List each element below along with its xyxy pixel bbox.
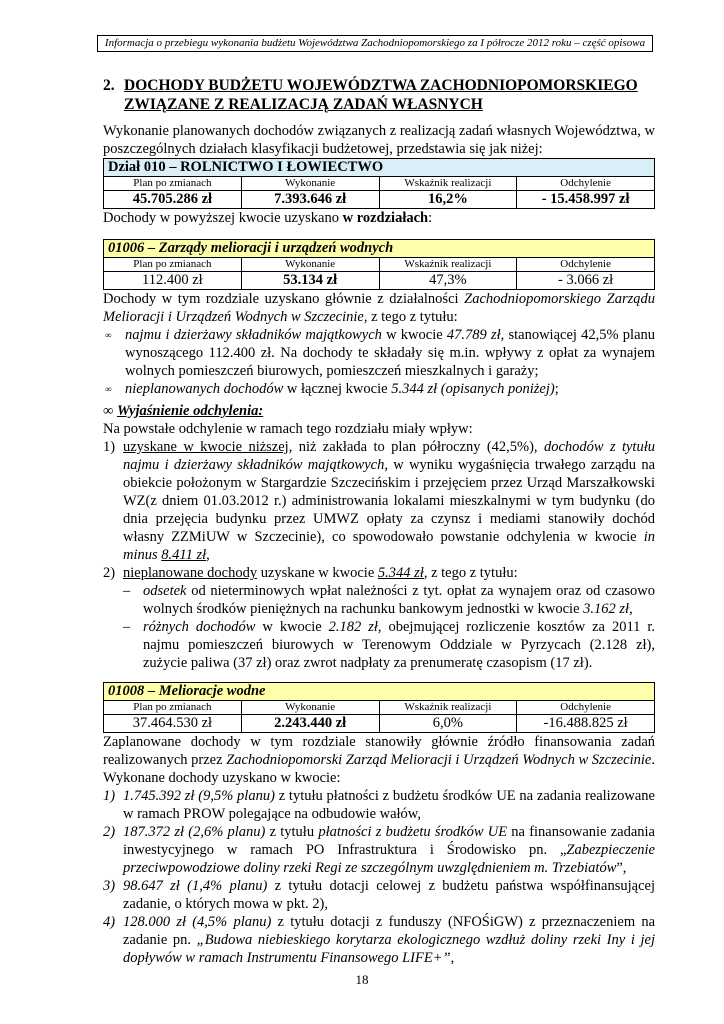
dzial-plan: 45.705.286 zł [104,191,242,209]
dzial-010-title: Dział 010 – ROLNICTWO I ŁOWIECTWO [104,159,655,177]
section-heading [103,76,655,114]
wyjasnienie-title: Wyjaśnienie odchylenia: [116,403,264,419]
r01006-description: Dochody w tym rozdziale uzyskano głównie z działalności Zachodniopomorskiego Zarządu Melioracji i Urządzeń Wodnych w Szczecinie, z tego z tytułu: [103,291,655,325]
list-item: 1) 1.745.392 zł (9,5% planu) z tytułu płatności z budżetu środków UE na zadania realizowane w ramach PROW polegające na odbudowie wałów, [103,788,655,822]
infinity-bullet-icon: ∞ [103,403,114,419]
r01008-odchylenie: -16.488.825 zł [517,715,655,733]
list-item: – odsetek od nieterminowych wpłat należności z tyt. opłat za wynajem oraz od czasowo wolnych środków pieniężnych na rachunku bankowym jednostki w kwocie 3.162 zł, [123,583,655,617]
rozdzial-01006-title: 01006 – Zarządy melioracji i urządzeń wodnych [104,240,655,258]
r01006-plan: 112.400 zł [104,272,242,290]
rozdzial-01008-table [103,682,655,733]
col-plan: Plan po zmianach [104,701,242,715]
r01006-wykonanie: 53.134 zł [241,272,379,290]
dzial-odchylenie: - 15.458.997 zł [517,191,655,209]
list-item: ∞ najmu i dzierżawy składników majątkowych w kwocie 47.789 zł, stanowiącej 42,5% planu wynoszącego 112.400 zł. Na dochody te składały się m.in. wpływy z opłat za wynajem wolnych pomieszczeń biurowych, pomieszczeń mieszkalnych i garaży; [105,327,656,379]
col-wykonanie: Wykonanie [241,701,379,715]
list-item: 2) 187.372 zł (2,6% planu) z tytułu płatności z budżetu środków UE na finansowanie zadania inwestycyjnego w ramach PO Infrastruktura i Środowisko pn. „Zabezpieczenie przeciwpowodziowe doliny rzeki Regi ze szczególnym uwzględnieniem m. Trzebiatów”, [103,824,655,876]
r01008-wykonanie: 2.243.440 zł [241,715,379,733]
list-item: 2) nieplanowane dochody uzyskane w kwocie 5.344 zł, z tego z tytułu: [103,565,518,581]
page-number: 18 [355,972,369,987]
r01008-description: Zaplanowane dochody w tym rozdziale stanowiły głównie źródło finansowania zadań realizowanych przez Zachodniopomorski Zarząd Melioracji i Urządzeń Wodnych w Szczecinie. Wykonane dochody uzyskano w kwocie: [103,734,655,786]
r01006-wskaznik: 47,3% [379,272,517,290]
wyjasnienie-heading [103,402,655,420]
infinity-bullet-icon: ∞ [105,330,112,340]
dzial-after-text: Dochody w powyższej kwocie uzyskano w rozdziałach: [103,210,433,226]
rozdzial-01008-title: 01008 – Melioracje wodne [104,683,655,701]
col-wskaznik: Wskaźnik realizacji [379,177,517,191]
infinity-bullet-icon: ∞ [105,384,112,394]
running-header: Informacja o przebiegu wykonania budżetu Województwa Zachodniopomorskiego za I półrocze 2012 roku – część opisowa [97,35,653,52]
section-title: DOCHODY BUDŻETU WOJEWÓDZTWA ZACHODNIOPOMORSKIEGO ZWIĄZANE Z REALIZACJĄ ZADAŃ WŁASNYCH [124,77,638,113]
col-plan: Plan po zmianach [104,258,242,272]
col-wskaznik: Wskaźnik realizacji [379,258,517,272]
list-item: 1) uzyskane w kwocie niższej, niż zakłada to plan półroczny (42,5%), dochodów z tytułu najmu i dzierżawy składników majątkowych, w wyniku wygaśnięcia trwałego zarządu na obiekcie położonym w Stargardzie Szczecińskim i przejęciem przez Urząd Marszałkowski WZ(z dniem 01.03.2012 r.) administrowania lokalami mieszkalnymi w tym budynku (do dnia przejęcia budynku przez UMWZ opłaty za czynsz i mediami stanowiły dochód własny ZZMiUW w Szczecinie), co spowodowało powstanie odchylenia w kwocie in minus 8.411 zł, [103,439,656,563]
list-item: – różnych dochodów w kwocie 2.182 zł, obejmującej rozliczenie kosztów za 2011 r. najmu pomieszczeń biurowych w Terenowym Oddziale w Pyrzycach (2.128 zł), zużycie paliwa (37 zł) oraz zwrot nadpłaty za prenumeratę czasopism (17 zł). [123,619,656,671]
list-item: ∞ nieplanowanych dochodów w łącznej kwocie 5.344 zł (opisanych poniżej); [105,381,559,397]
dzial-wskaznik: 16,2% [379,191,517,209]
r01006-odchylenie: - 3.066 zł [517,272,655,290]
r01008-wskaznik: 6,0% [379,715,517,733]
r01008-plan: 37.464.530 zł [104,715,242,733]
section-number: 2. [103,77,115,94]
list-item: 4) 128.000 zł (4,5% planu) z tytułu dotacji z funduszy (NFOŚiGW) z przeznaczeniem na zadanie pn. „Budowa niebieskiego korytarza ekologicznego wzdłuż doliny rzeki Iny i jej dopływów w ramach Instrumentu Finansowego LIFE+”, [103,914,656,966]
dzial-wykonanie: 7.393.646 zł [241,191,379,209]
wyjasnienie-intro: Na powstałe odchylenie w ramach tego rozdziału miały wpływ: [103,421,473,437]
col-plan: Plan po zmianach [104,177,242,191]
col-wykonanie: Wykonanie [241,177,379,191]
col-wykonanie: Wykonanie [241,258,379,272]
list-item: 3) 98.647 zł (1,4% planu) z tytułu dotacji celowej z budżetu państwa współfinansującej zadanie, o których mowa w pkt. 2), [103,878,656,912]
rozdzial-01006-table [103,239,655,290]
dzial-010-table [103,158,655,209]
col-odchylenie: Odchylenie [517,258,655,272]
page-content [103,76,655,967]
col-odchylenie: Odchylenie [517,177,655,191]
col-odchylenie: Odchylenie [517,701,655,715]
col-wskaznik: Wskaźnik realizacji [379,701,517,715]
section-intro: Wykonanie planowanych dochodów związanych z realizacją zadań własnych Województwa, w poszczególnych działach klasyfikacji budżetowej, przedstawia się jak niżej: [103,123,655,157]
